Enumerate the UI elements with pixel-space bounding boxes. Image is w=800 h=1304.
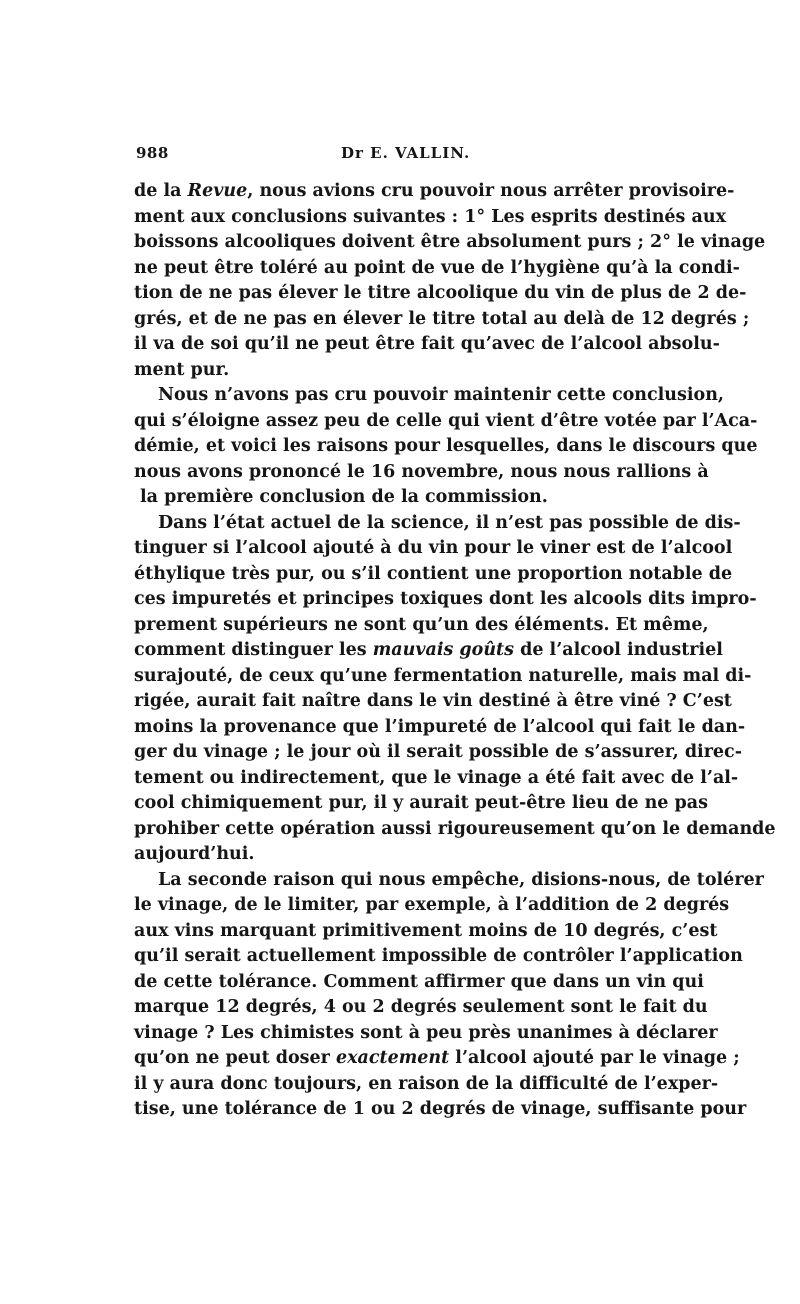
text-line: ment pur. <box>134 359 230 380</box>
text-line: qu’on ne peut doser exactement l’alcool ajouté par le vinage ; <box>134 1048 740 1068</box>
text-line: éthylique très pur, ou s’il contient une proportion notable de <box>134 563 733 584</box>
text-line: boissons alcooliques doivent être absolument purs ; 2° le vinage <box>134 232 766 252</box>
text-line: qu’il serait actuellement impossible de contrôler l’application <box>134 946 743 966</box>
text-line: vinage ? Les chimistes sont à peu près unanimes à déclarer <box>134 1022 718 1043</box>
text-line: nous avons prononcé le 16 novembre, nous nous rallions à <box>134 461 709 482</box>
text-line: tion de ne pas élever le titre alcoolique du vin de plus de 2 de- <box>134 283 747 303</box>
text-line: le vinage, de le limiter, par exemple, à l’addition de 2 degrés <box>134 895 730 915</box>
text-line: ger du vinage ; le jour où il serait possible de s’assurer, direc- <box>134 742 742 762</box>
text-line: prohiber cette opération aussi rigoureusement qu’on le demande <box>134 818 776 839</box>
text-line: la première conclusion de la commission. <box>140 487 548 507</box>
text-line: démie, et voici les raisons pour lesquelles, dans le discours que <box>134 436 758 456</box>
text-line: La seconde raison qui nous empêche, disions-nous, de tolérer <box>158 869 764 890</box>
italic-phrase: Revue <box>187 181 248 201</box>
running-title: Dr E. VALLIN. <box>341 144 471 162</box>
text-line: Nous n’avons pas cru pouvoir maintenir cette conclusion, <box>158 385 725 405</box>
text-line: surajouté, de ceux qu’une fermentation naturelle, mais mal di- <box>134 665 752 686</box>
text-line: ment aux conclusions suivantes : 1° Les esprits destinés aux <box>134 206 727 227</box>
text-line: tinguer si l’alcool ajouté à du vin pour le viner est de l’alcool <box>134 538 733 558</box>
body-text <box>134 179 776 1123</box>
page-number: 988 <box>136 144 169 162</box>
text-line: de cette tolérance. Comment affirmer que dans un vin qui <box>134 971 704 992</box>
text-line: qui s’éloigne assez peu de celle qui vient d’être votée par l’Aca- <box>134 410 758 431</box>
text-line: il y aura donc toujours, en raison de la difficulté de l’exper- <box>134 1073 719 1094</box>
text-line: ne peut être toléré au point de vue de l’hygiène qu’à la condi- <box>134 257 740 278</box>
text-line: rigée, aurait fait naître dans le vin destiné à être viné ? C’est <box>134 691 732 711</box>
text-line: Dans l’état actuel de la science, il n’est pas possible de dis- <box>158 512 741 533</box>
text-line: aujourd’hui. <box>134 844 255 864</box>
text-line: cool chimiquement pur, il y aurait peut-être lieu de ne pas <box>134 793 708 813</box>
page-header <box>136 144 676 168</box>
text-line: comment distinguer les mauvais goûts de l’alcool industriel <box>134 640 723 660</box>
text-line: de la Revue, nous avions cru pouvoir nous arrêter provisoire- <box>134 181 735 201</box>
text-line: prement supérieurs ne sont qu’un des éléments. Et même, <box>134 614 709 635</box>
text-line: grés, et de ne pas en élever le titre total au delà de 12 degrés ; <box>134 308 750 329</box>
italic-phrase: exactement <box>335 1048 450 1068</box>
text-line: tement ou indirectement, que le vinage a été fait avec de l’al- <box>134 767 739 788</box>
text-line: marque 12 degrés, 4 ou 2 degrés seulement sont le fait du <box>134 997 708 1017</box>
text-line: aux vins marquant primitivement moins de 10 degrés, c’est <box>134 920 718 941</box>
text-line: il va de soi qu’il ne peut être fait qu’avec de l’alcool absolu- <box>134 334 720 354</box>
italic-phrase: mauvais goûts <box>372 640 514 660</box>
text-line: tise, une tolérance de 1 ou 2 degrés de vinage, suffisante pour <box>134 1099 747 1119</box>
text-line: ces impuretés et principes toxiques dont les alcools dits impro- <box>134 589 757 609</box>
text-line: moins la provenance que l’impureté de l’alcool qui fait le dan- <box>134 716 746 737</box>
